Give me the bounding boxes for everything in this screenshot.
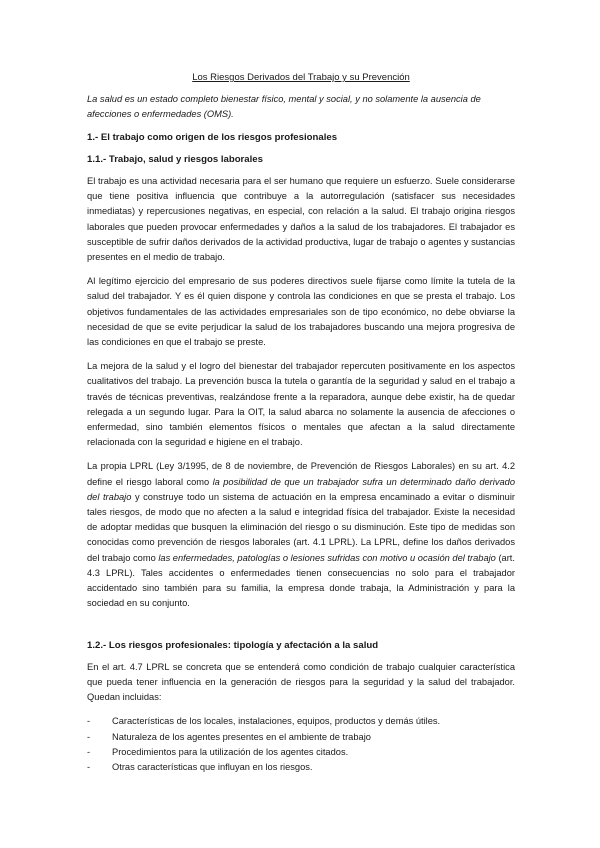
paragraph-4-definition-danos: las enfermedades, patologías o lesiones sufridas con motivo u ocasión del trabajo [158, 552, 496, 563]
list-item-text: Características de los locales, instalaciones, equipos, productos y demás útiles. [112, 716, 441, 727]
section-spacer [87, 621, 515, 638]
list-bullet: - [87, 731, 91, 742]
list-bullet: - [87, 761, 91, 772]
paragraph-5: En el art. 4.7 LPRL se concreta que se entenderá como condición de trabajo cualquier característica que pueda tener influencia en la generación de riesgos para la seguridad y la salud del trabajador. Quedan incluidas: [87, 661, 515, 703]
paragraph-4-text-e: (art. 4.3 LPRL). Tales accidentes o enfermedades tienen consecuencias no solo para el trabajador accidentado sino también para su familia, la empresa donde trabaja, la Administración y para la sociedad en su conjunto. [87, 552, 515, 609]
list-item-text: Procedimientos para la utilización de los agentes citados. [112, 746, 349, 757]
section-1-heading: 1.- El trabajo como origen de los riesgos profesionales [87, 131, 338, 143]
intro-quote: La salud es un estado completo bienestar físico, mental y social, y no solamente la ausencia de afecciones o enfermedades (OMS). [87, 94, 481, 120]
document-title: Los Riesgos Derivados del Trabajo y su Prevención [192, 72, 410, 83]
list-item [87, 730, 515, 745]
paragraph-2: Al legítimo ejercicio del empresario de sus poderes directivos suele fijarse como límite la tutela de la salud del trabajador. Y es él quien dispone y controla las condiciones en que se presta el trabajo. Los objetivos fundamentales de las actividades empresariales son de tipo económico, no debe obviarse la necesidad de que se evite perjudicar la salud de los trabajadores buscando una mejora progresiva de las condiciones en que el trabajo se preste. [87, 276, 515, 348]
condiciones-list [87, 714, 515, 775]
paragraph-4-text-a: La propia LPRL (Ley 3/1995, de 8 de noviembre, de Prevención de Riesgos Laborales) en su art. 4.2 define el riesgo laboral como [87, 461, 515, 487]
list-item [87, 714, 515, 729]
paragraph-4-text-c: y construye todo un sistema de actuación en la empresa encaminado a evitar o disminuir tales riesgos, de modo que no afecten a la salud e integridad física del trabajador. Existe la necesidad de adoptar medidas que busquen la eliminación del riesgo o su disminución. Este tipo de medidas son conocidas como prevención de riesgos laborales (art. 4.1 LPRL). La LPRL, define los daños derivados del trabajo como [87, 491, 515, 563]
paragraph-4-definition-riesgo: la posibilidad de que un trabajador sufra un determinado daño derivado del trabajo [87, 476, 516, 502]
section-1-1-heading: 1.1.- Trabajo, salud y riesgos laborales [87, 153, 263, 165]
section-1-2-heading: 1.2.- Los riesgos profesionales: tipología y afectación a la salud [87, 639, 379, 651]
paragraph-3: La mejora de la salud y el logro del bienestar del trabajador repercuten positivamente en los aspectos cualitativos del trabajo. La prevención busca la tutela o garantía de la seguridad y salud en el trabajo a través de técnicas preventivas, realzándose frente a la reparadora, aunque debe existir, ha de quedar relegada a un segundo lugar. Para la OIT, la salud abarca no solamente la ausencia de afecciones o enfermedad, sino también elementos físicos o mentales que afectan a la salud directamente relacionada con la seguridad e higiene en el trabajo. [87, 361, 515, 448]
list-item-text: Otras características que influyan en los riesgos. [112, 761, 313, 772]
list-item [87, 760, 515, 775]
list-bullet: - [87, 716, 91, 727]
document-page [87, 70, 515, 775]
paragraph-1: El trabajo es una actividad necesaria para el ser humano que requiere un esfuerzo. Suele considerarse que tiene positiva influencia que contribuye a la autorregulación (satisfacer sus necesidades inmediatas) y repercusiones negativas, en especial, con relación a la salud. El trabajo origina riesgos laborales que pueden provocar enfermedades y daños a la salud de los trabajadores. El trabajador es susceptible de sufrir daños derivados de la actividad productiva, lugar de trabajo o agentes y sustancias presentes en el medio de trabajo. [87, 176, 515, 263]
list-bullet: - [87, 746, 91, 757]
list-item-text: Naturaleza de los agentes presentes en el ambiente de trabajo [112, 731, 371, 742]
list-item [87, 745, 515, 760]
paragraph-4 [87, 459, 515, 611]
